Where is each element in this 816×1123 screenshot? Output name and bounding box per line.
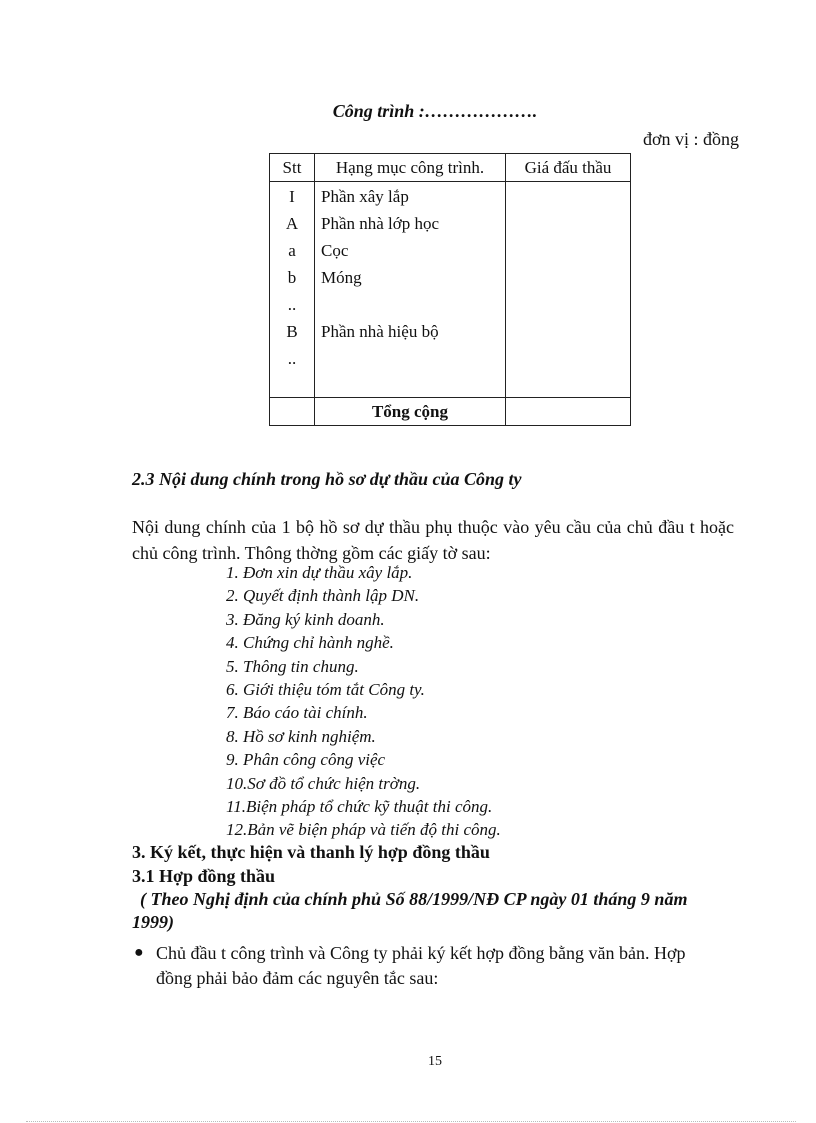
list-item: 8. Hồ sơ kinh nghiệm. [226, 726, 376, 746]
bid-price-table [269, 153, 631, 426]
section-2-3-heading: 2.3 Nội dung chính trong hồ sơ dự thầu của Công ty [132, 469, 522, 489]
bullet-paragraph: Chủ đầu t công trình và Công ty phải ký kết hợp đồng bằng văn bản. Hợp đồng phải bảo đảm các nguyên tắc sau: [156, 943, 686, 988]
table-body-row [270, 182, 631, 398]
total-label: Tổng cộng [315, 398, 506, 426]
decree-reference: ( Theo Nghị định của chính phủ Số 88/1999/NĐ CP ngày 01 tháng 9 năm 1999) [132, 889, 688, 932]
section-2-3-paragraph: Nội dung chính của 1 bộ hồ sơ dự thầu phụ thuộc vào yêu cầu của chủ đầu t hoặc chủ công trình. Thông thờng gồm các giấy tờ sau: [132, 517, 734, 563]
stt-value: b [287, 268, 297, 287]
currency-unit: đơn vị : đồng [642, 129, 739, 149]
stt-value: .. [287, 295, 297, 314]
list-item: 7. Báo cáo tài chính. [226, 703, 368, 723]
required-documents-list [226, 561, 501, 842]
list-item: 1. Đơn xin dự thầu xây lắp. [226, 563, 413, 582]
header-stt: Stt [270, 154, 315, 182]
bullet-icon: ● [134, 944, 144, 961]
item-name [321, 291, 505, 318]
project-title: Công trình :………………. [332, 101, 538, 121]
page-bottom-divider [26, 1121, 796, 1122]
item-column [315, 182, 506, 398]
list-item: 5. Thông tin chung. [226, 656, 359, 676]
item-name: Móng [321, 268, 362, 287]
list-item: 3. Đăng ký kinh doanh. [226, 609, 385, 629]
total-value-cell [506, 398, 631, 426]
bid-price-column [506, 182, 631, 398]
item-name: Phần nhà lớp học [321, 214, 440, 233]
list-item: 2. Quyết định thành lập DN. [226, 586, 420, 606]
table-header-row [270, 154, 631, 182]
list-item: 12.Bản vẽ biện pháp và tiến độ thi công. [226, 820, 501, 840]
stt-value: B [286, 322, 298, 341]
total-stt-cell [270, 398, 315, 426]
list-item: 10.Sơ đồ tổ chức hiện trờng. [226, 773, 421, 793]
page-number: 15 [428, 1054, 442, 1069]
stt-value: I [289, 187, 295, 206]
section-3-1-heading: 3.1 Hợp đồng thầu [132, 866, 276, 886]
list-item: 6. Giới thiệu tóm tắt Công ty. [226, 680, 425, 700]
list-item: 11.Biện pháp tổ chức kỹ thuật thi công. [226, 797, 493, 817]
stt-value: a [288, 241, 296, 260]
section-3-heading: 3. Ký kết, thực hiện và thanh lý hợp đồng thầu [132, 842, 490, 862]
stt-column [270, 182, 315, 398]
item-name: Phần xây lắp [321, 187, 409, 206]
item-name: Cọc [321, 241, 349, 260]
list-item: 4. Chứng chỉ hành nghề. [226, 633, 394, 653]
header-bid-price: Giá đấu thầu [506, 154, 631, 182]
stt-value: .. [287, 349, 297, 368]
item-name: Phần nhà hiệu bộ [321, 322, 439, 341]
total-row [270, 398, 631, 426]
list-item: 9. Phân công công việc [226, 750, 386, 770]
header-item: Hạng mục công trình. [315, 154, 506, 182]
stt-value: A [285, 214, 299, 233]
